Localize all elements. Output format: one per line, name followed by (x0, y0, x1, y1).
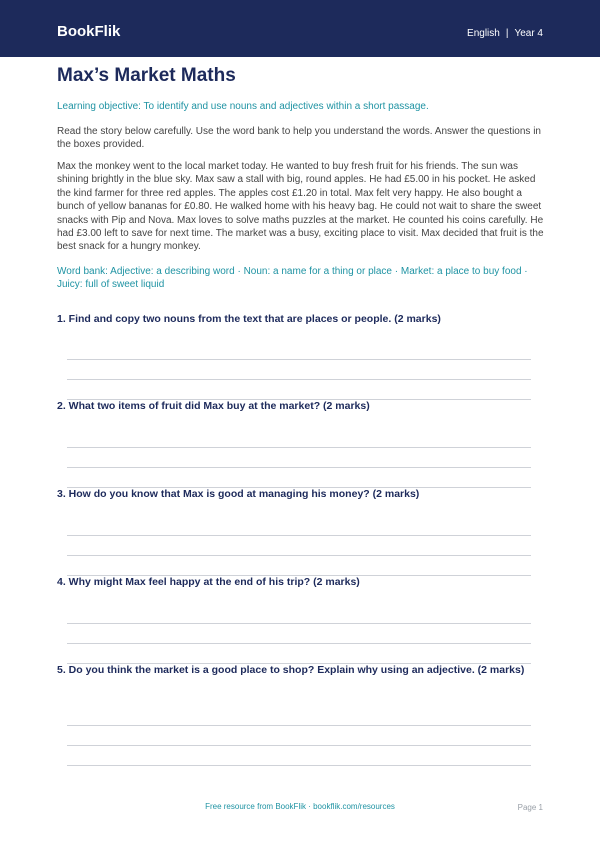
answer-line[interactable] (67, 447, 531, 448)
footer-text: Free resource from BookFlik · bookflik.com/resources (205, 802, 395, 811)
question-1: 1. Find and copy two nouns from the text that are places or people. (2 marks) (57, 313, 441, 325)
answer-line[interactable] (67, 467, 531, 468)
question-2: 2. What two items of fruit did Max buy at the market? (2 marks) (57, 400, 370, 412)
word-bank: Word bank: Adjective: a describing word · Noun: a name for a thing or place · Market: a place to buy food · Juicy: full of sweet liquid (57, 266, 528, 291)
year-label: Year 4 (514, 28, 543, 39)
header-bar (0, 0, 600, 57)
page-title: Max’s Market Maths (57, 65, 236, 86)
question-3: 3. How do you know that Max is good at managing his money? (2 marks) (57, 488, 420, 500)
question-5: 5. Do you think the market is a good place to shop? Explain why using an adjective. (2 marks) (57, 664, 525, 676)
answer-line[interactable] (67, 765, 531, 766)
question-4: 4. Why might Max feel happy at the end of his trip? (2 marks) (57, 576, 360, 588)
answer-line[interactable] (67, 535, 531, 536)
answer-line[interactable] (67, 359, 531, 360)
answer-line[interactable] (67, 643, 531, 644)
story-passage: Max the monkey went to the local market today. He wanted to buy fresh fruit for his friends. The sun was shining brightly in the blue sky. Max saw a stall with big, round apples. He had £5.00 in his pocket. He asked the kind farmer for three red apples. The apples cost £1.20 in total. Max felt very happy. He also bought a bunch of yellow bananas for £0.80. He walked home with his heavy bag. He could not wait to share the sweet snacks with Pip and Nova. Max loves to solve maths puzzles at the market. He counted his coins carefully. He had £3.00 left to save for next time. The market was a busy, exciting place to visit. Max decided that fruit is the best snack for a hungry monkey. (57, 161, 544, 253)
answer-line[interactable] (67, 555, 531, 556)
answer-line[interactable] (67, 745, 531, 746)
instructions: Read the story below carefully. Use the word bank to help you understand the words. Answer the questions in the boxes provided. (57, 126, 541, 150)
meta-separator: | (505, 28, 509, 39)
page-number: Page 1 (517, 803, 543, 812)
learning-objective: Learning objective: To identify and use nouns and adjectives within a short passage. (57, 101, 429, 112)
brand-logo: BookFlik (57, 23, 121, 40)
answer-line[interactable] (67, 623, 531, 624)
subject-label: English (467, 28, 500, 39)
answer-line[interactable] (67, 379, 531, 380)
answer-line[interactable] (67, 725, 531, 726)
header-meta (467, 27, 543, 40)
